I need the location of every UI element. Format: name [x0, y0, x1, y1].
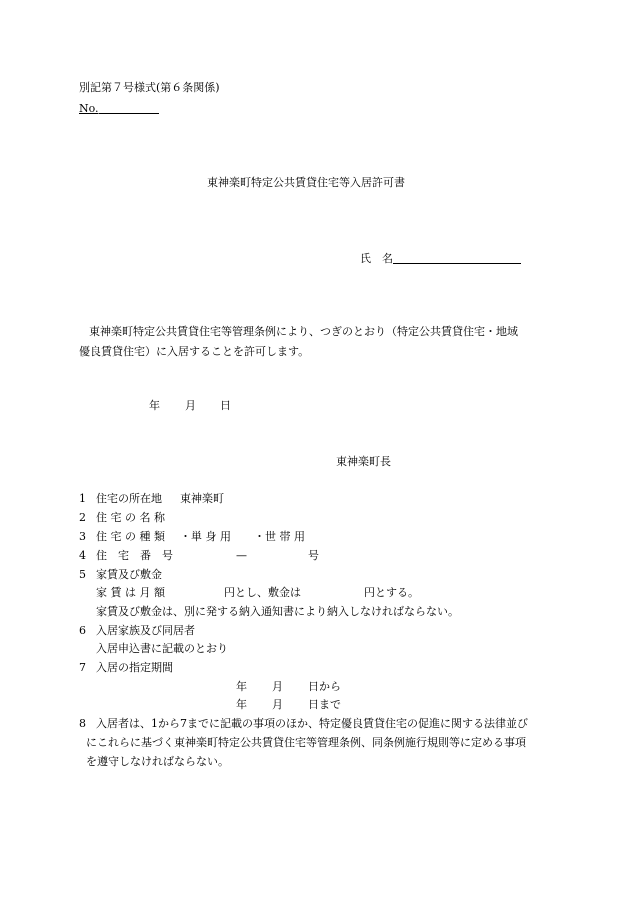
- date-day: 日: [220, 399, 231, 412]
- date-year: 年: [149, 399, 160, 412]
- item-8-line-3: を遵守しなければならない。: [86, 755, 229, 768]
- item-5-note: 家賃及び敷金は、別に発する納入通知書により納入しなければならない。: [96, 605, 459, 618]
- item-4-dash: —: [236, 549, 247, 562]
- item-7-number: 7: [79, 661, 86, 674]
- item-5-rent-middle: 円とし、敷金は: [224, 586, 301, 599]
- item-3-number: 3: [79, 530, 86, 543]
- form-label: 別記第７号様式(第６条関係): [79, 81, 220, 94]
- item-7-to-month: 月: [272, 698, 283, 711]
- item-8-number: 8: [79, 717, 86, 730]
- item-4-number: 4: [79, 549, 86, 562]
- item-5-rent-label: 家 賃 は 月 額: [96, 586, 165, 599]
- name-label: 氏 名: [360, 252, 393, 265]
- intro-line-1: 東神楽町特定公共賃貸住宅等管理条例により、つぎのとおり（特定公共賃貸住宅・地域: [89, 325, 518, 338]
- name-underline: [393, 251, 521, 264]
- item-5-rent-end: 円とする。: [364, 586, 419, 599]
- no-underline: [99, 101, 159, 114]
- item-4-label: 住 宅 番 号: [96, 549, 173, 562]
- item-4-suffix: 号: [308, 549, 319, 562]
- document-number: [79, 101, 159, 114]
- item-6-label: 入居家族及び同居者: [96, 624, 195, 637]
- item-6-number: 6: [79, 624, 86, 637]
- item-1-number: 1: [79, 492, 86, 505]
- item-8-line-1: 入居者は、1から7までに記載の事項のほか、特定優良賃貸住宅の促進に関する法律並び: [96, 717, 528, 730]
- item-3-label: 住 宅 の 種 類: [96, 530, 165, 543]
- item-8-line-2: にこれらに基づく東神楽町特定公共賃貸住宅等管理条例、同条例施行規則等に定める事項: [86, 736, 526, 749]
- item-6-note: 入居申込書に記載のとおり: [96, 642, 228, 655]
- item-2-label: 住 宅 の 名 称: [96, 511, 165, 524]
- item-5-label: 家賃及び敷金: [96, 568, 162, 581]
- name-field: [360, 251, 521, 264]
- document-title: 東神楽町特定公共賃貸住宅等入居許可書: [207, 176, 405, 189]
- item-3-option-household: ・世 帯 用: [254, 530, 305, 543]
- date-month: 月: [185, 399, 196, 412]
- item-3-option-single: ・単 身 用: [180, 530, 231, 543]
- item-7-from-month: 月: [272, 680, 283, 693]
- no-label: No.: [79, 102, 99, 115]
- item-7-to-day: 日まで: [308, 698, 341, 711]
- item-7-label: 入居の指定期間: [96, 661, 173, 674]
- item-7-to-year: 年: [236, 698, 247, 711]
- issuer: 東神楽町長: [336, 455, 391, 468]
- item-2-number: 2: [79, 511, 86, 524]
- item-7-from-year: 年: [236, 680, 247, 693]
- intro-line-2: 優良賃貸住宅）に入居することを許可します。: [79, 345, 310, 358]
- item-5-number: 5: [79, 568, 86, 581]
- item-1-value: 東神楽町: [180, 492, 224, 505]
- item-7-from-day: 日から: [308, 680, 341, 693]
- item-1-label: 住宅の所在地: [96, 492, 162, 505]
